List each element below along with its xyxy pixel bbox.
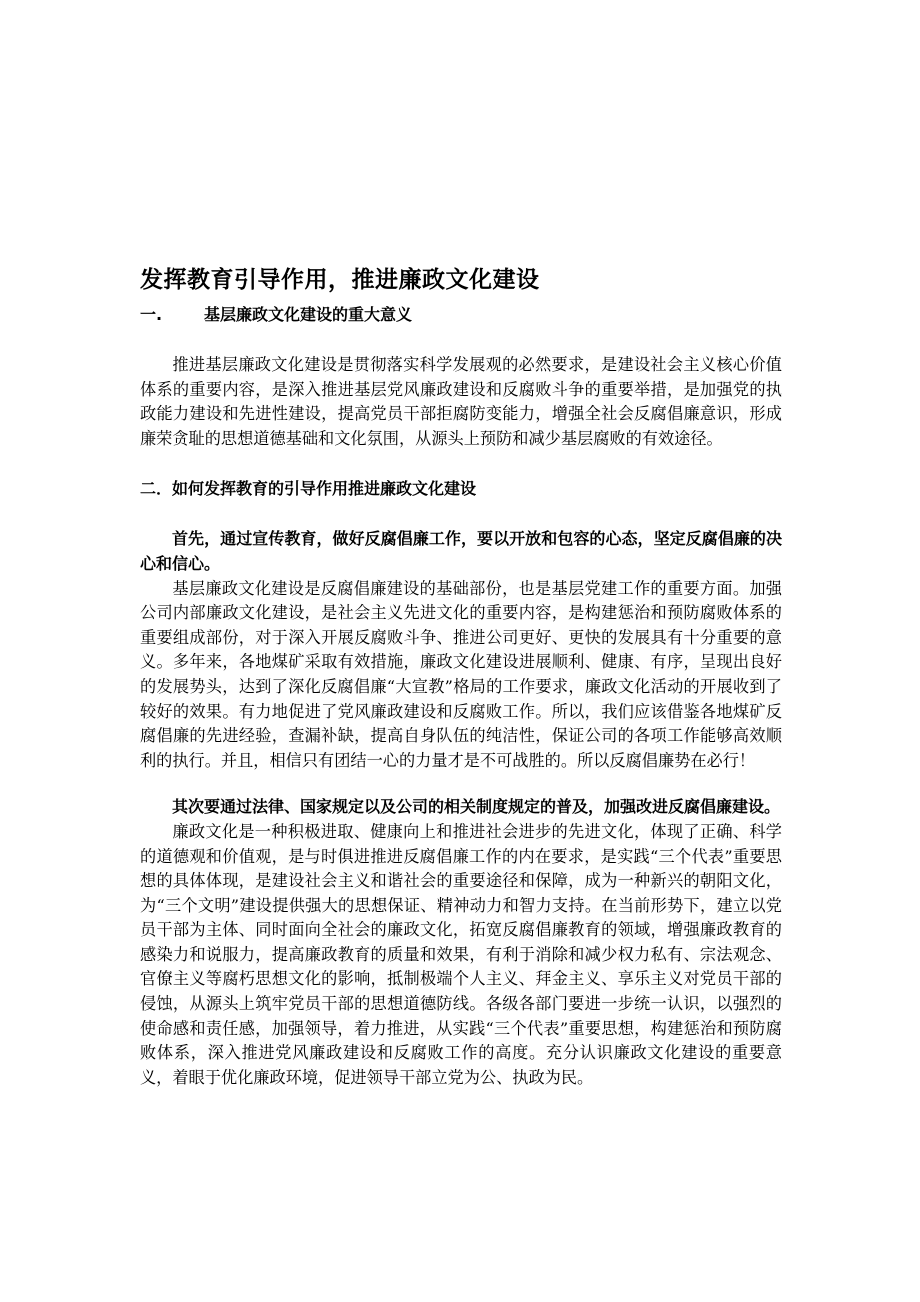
document-page — [140, 262, 782, 1090]
section2-part1-lead: 首先，通过宣传教育，做好反腐倡廉工作，要以开放和包容的心态，坚定反腐倡廉的决心和信心。 — [140, 529, 782, 573]
section2-part1-paragraph: 基层廉政文化建设是反腐倡廉建设的基础部份，也是基层党建工作的重要方面。加强公司内部廉政文化建设，是社会主义先进文化的重要内容，是构建惩治和预防腐败体系的重要组成部份，对于深入开展反腐败斗争、推进公司更好、更快的发展具有十分重要的意义。多年来，各地煤矿采取有效措施，廉政文化建设进展顺利、健康、有序，呈现出良好的发展势头，达到了深化反腐倡廉“大宣教”格局的工作要求，廉政文化活动的开展收到了较好的效果。有力地促进了党风廉政建设和反腐败工作。所以，我们应该借鉴各地煤矿反腐倡廉的先进经验，查漏补缺，提高自身队伍的纯洁性，保证公司的各项工作能够高效顺利的执行。并且，相信只有团结一心的力量才是不可战胜的。所以反腐倡廉势在必行！ — [140, 578, 782, 770]
section1-heading-text: 基层廉政文化建设的重大意义 — [204, 305, 413, 324]
section2-part2-paragraph: 廉政文化是一种积极进取、健康向上和推进社会进步的先进文化，体现了正确、科学的道德观和价值观，是与时俱进推进反腐倡廉工作的内在要求，是实践“三个代表”重要思想的具体体现，是建设社会主义和谐社会的重要途径和保障，成为一种新兴的朝阳文化，为“三个文明”建设提供强大的思想保证、精神动力和智力支持。在当前形势下，建立以党员干部为主体、同时面向全社会的廉政文化，拓宽反腐倡廉教育的领域，增强廉政教育的感染力和说服力，提高廉政教育的质量和效果，有利于消除和减少权力私有、宗法观念、官僚主义等腐朽思想文化的影响，抵制极端个人主义、拜金主义、享乐主义对党员干部的侵蚀，从源头上筑牢党员干部的思想道德防线。各级各部门要进一步统一认识，以强烈的使命感和责任感，加强领导，着力推进，从实践“三个代表”重要思想，构建惩治和预防腐败体系，深入推进党风廉政建设和反腐败工作的高度。充分认识廉政文化建设的重要意义，着眼于优化廉政环境，促进领导干部立党为公、执政为民。 — [140, 821, 782, 1087]
section2-heading: 二．如何发挥教育的引导作用推进廉政文化建设 — [140, 479, 477, 499]
section1-paragraph: 推进基层廉政文化建设是贯彻落实科学发展观的必然要求，是建设社会主义核心价值体系的重要内容，是深入推进基层党风廉政建设和反腐败斗争的重要举措，是加强党的执政能力建设和先进性建设，提高党员干部拒腐防变能力，增强全社会反腐倡廉意识，形成廉荣贪耻的思想道德基础和文化氛围，从源头上预防和减少基层腐败的有效途径。 — [140, 355, 782, 448]
spacer — [140, 328, 782, 353]
section2-part2-lead: 其次要通过法律、国家规定以及公司的相关制度规定的普及，加强改进反腐倡廉建设。 — [172, 797, 781, 817]
section1-number: 一. — [140, 305, 163, 324]
spacer — [140, 502, 782, 527]
spacer — [140, 773, 782, 795]
spacer — [140, 451, 782, 476]
section1-heading — [140, 302, 782, 328]
document-title: 发挥教育引导作用，推进廉政文化建设 — [140, 267, 540, 293]
